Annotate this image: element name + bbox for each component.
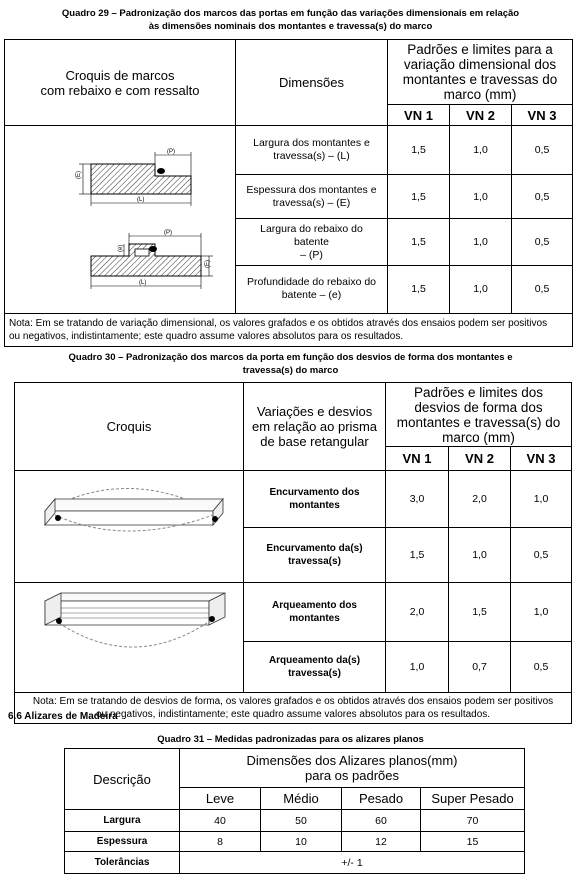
section-heading: 6.6 Alizares de Madeira: [8, 711, 118, 722]
q29-sketch2-es-label: (e): [118, 244, 124, 252]
q29-sketch1-l-label: (L): [137, 197, 145, 203]
q29-header-dimensoes: Dimensões: [236, 40, 388, 126]
q30-row4-label-line1: Arqueamento da(s): [268, 655, 361, 667]
q31-row-espessura-label: Espessura: [65, 832, 180, 852]
q31-row-largura-label: Largura: [65, 810, 180, 832]
q30-sketch-arqueamento: [15, 583, 244, 687]
q30-row2-vn3: 0,5: [511, 528, 572, 583]
q31-header-dim-line1: Dimensões dos Alizares planos(mm): [246, 753, 458, 768]
q31-header-descricao: Descrição: [65, 749, 180, 810]
q30-row1-label-line1: Encurvamento dos: [269, 487, 360, 499]
q31-caption: Quadro 31 – Medidas padronizadas para os alizares planos: [157, 734, 424, 745]
q30-row-arq-travessa-label: [244, 642, 386, 693]
q29-row-espessura-label: [236, 175, 388, 219]
q31-header-medio: Médio: [261, 788, 342, 810]
q31-espessura-medio: 10: [261, 832, 342, 852]
q29-row4-label-line1: Profundidade do rebaixo do: [246, 276, 376, 289]
q29-row4-vn1: 1,5: [388, 265, 450, 313]
q29-row2-vn2: 1,0: [450, 175, 512, 219]
q29-header-standards: [388, 40, 573, 105]
q29-header-standards-line2: variação dimensional dos: [403, 57, 557, 72]
q30-row3-vn1: 2,0: [386, 583, 449, 642]
q30-header-std-line3: montantes e travessa(s) do: [396, 414, 561, 430]
q30-header-std-line4: marco (mm): [442, 429, 515, 445]
q30-table: [14, 382, 572, 724]
q29-row2-vn3: 0,5: [512, 175, 573, 219]
q31-espessura-leve: 8: [180, 832, 261, 852]
q31-largura-super: 70: [421, 810, 525, 832]
q30-sketch-encurvamento-cell: [15, 471, 244, 583]
q31-header-pesado: Pesado: [342, 788, 421, 810]
q30-header-std-line2: desvios de forma dos: [414, 399, 543, 415]
q30-vn3-header: VN 3: [511, 447, 572, 471]
q30-sketch-encurvamento: [15, 471, 244, 577]
q30-row2-vn1: 1,5: [386, 528, 449, 583]
q30-note-line2: ou negativos, indistintamente; este quadro assume valores absolutos para os resultados.: [95, 709, 491, 720]
q29-header-croquis-line1: Croquis de marcos: [65, 67, 175, 83]
q29-vn3-header: VN 3: [512, 105, 573, 126]
q30-row4-vn1: 1,0: [386, 642, 449, 693]
q29-row3-label-line1: Largura do rebaixo do batente: [260, 222, 363, 248]
q29-note-line1: Nota: Em se tratando de variação dimensional, os valores grafados e os obtidos através dos ensaios podem ser positivos: [9, 318, 548, 329]
q30-row2-label-line2: travessa(s): [288, 556, 341, 568]
q29-caption-line2: às dimensões nominais dos montantes e travessa(s) do marco: [148, 21, 433, 32]
q30-row3-label-line2: montantes: [289, 613, 340, 625]
q30-header-variacoes: [244, 383, 386, 471]
q29-sketch1-e-label: (E): [76, 171, 82, 179]
q30-row1-label-line2: montantes: [289, 500, 340, 512]
q30-row2-label-line1: Encurvamento da(s): [266, 543, 363, 555]
q29-sketch-ressalto: [91, 230, 213, 289]
q29-row4-vn3: 0,5: [512, 265, 573, 313]
q31-row-tolerancias-label: Tolerâncias: [65, 852, 180, 874]
q29-row3-vn1: 1,5: [388, 219, 450, 265]
q30-vn2-header: VN 2: [449, 447, 511, 471]
q30-row1-vn1: 3,0: [386, 471, 449, 528]
q29-sketch2-l-label: (L): [139, 280, 147, 286]
q31-largura-medio: 50: [261, 810, 342, 832]
q29-row1-vn1: 1,5: [388, 126, 450, 175]
q30-row-encurv-montantes-label: [244, 471, 386, 528]
q29-row-rebaixo-largura-label: [236, 219, 388, 265]
q30-row3-label-line1: Arqueamento dos: [271, 600, 357, 612]
q30-header-std-line1: Padrões e limites dos: [413, 384, 544, 400]
q30-row2-vn2: 1,0: [449, 528, 511, 583]
q29-header-croquis: [5, 40, 236, 126]
q31-largura-pesado: 60: [342, 810, 421, 832]
q30-row3-vn2: 1,5: [449, 583, 511, 642]
q31-largura-leve: 40: [180, 810, 261, 832]
q31-table: [64, 748, 525, 874]
q29-sketch1-p-label: (P): [167, 149, 175, 155]
q30-row1-vn2: 2,0: [449, 471, 511, 528]
q29-note: [5, 314, 573, 347]
q30-row4-vn2: 0,7: [449, 642, 511, 693]
q30-row4-vn3: 0,5: [511, 642, 572, 693]
q30-header-var-line1: Variações e desvios: [256, 404, 373, 419]
q29-row4-vn2: 1,0: [450, 265, 512, 313]
q29-vn1-header: VN 1: [388, 105, 450, 126]
q29-header-croquis-line2: com rebaixo e com ressalto: [40, 82, 200, 98]
q30-sketch-arqueamento-cell: [15, 583, 244, 693]
q29-row1-vn2: 1,0: [450, 126, 512, 175]
q29-row-largura-label: [236, 126, 388, 175]
q29-table: [4, 39, 573, 347]
q30-header-standards: [386, 383, 572, 447]
q30-caption-line2: travessa(s) do marco: [242, 365, 339, 376]
q29-header-standards-line1: Padrões e limites para a: [407, 42, 553, 57]
q31-header-dim-line2: para os padrões: [305, 768, 399, 783]
q29-row2-vn1: 1,5: [388, 175, 450, 219]
q31-header-super-pesado: Super Pesado: [421, 788, 525, 810]
q29-row4-label-line2: batente – (e): [281, 289, 342, 302]
q29-row3-label-line2: – (P): [300, 248, 323, 261]
q29-vn2-header: VN 2: [450, 105, 512, 126]
q29-row3-vn3: 0,5: [512, 219, 573, 265]
q29-row-rebaixo-profundidade-label: [236, 265, 388, 313]
q29-sketch2-p-label: (P): [164, 230, 172, 236]
q29-sketch-cell: [5, 126, 236, 314]
q29-sketch-rebaixo: [76, 149, 191, 206]
q30-row4-label-line2: travessa(s): [288, 668, 341, 680]
q30-header-var-line3: de base retangular: [260, 434, 369, 449]
q29-note-line2: ou negativos, indistintamente; este quadro assume valores absolutos para os resultados.: [9, 331, 404, 342]
q30-header-var-line2: em relação ao prisma: [252, 419, 377, 434]
q31-header-leve: Leve: [180, 788, 261, 810]
q29-sketch-drawing: [5, 126, 236, 308]
q30-vn1-header: VN 1: [386, 447, 449, 471]
q30-row1-vn3: 1,0: [511, 471, 572, 528]
q30-caption-line1: Quadro 30 – Padronização dos marcos da porta em função dos desvios de forma dos montantes e: [68, 352, 513, 363]
q29-sketch2-e-label: (E): [205, 260, 211, 268]
q31-header-dimensoes: [180, 749, 525, 788]
q29-row2-label-line1: Espessura dos montantes e: [246, 183, 377, 196]
q31-tolerancias-value: +/- 1: [180, 852, 525, 874]
q29-row1-vn3: 0,5: [512, 126, 573, 175]
q29-caption-line1: Quadro 29 – Padronização dos marcos das portas em função das variações dimensionais em relação: [61, 8, 520, 19]
q30-row-encurv-travessa-label: [244, 528, 386, 583]
q29-row1-label-line2: travessa(s) – (L): [273, 150, 350, 163]
q31-espessura-pesado: 12: [342, 832, 421, 852]
q30-row-arq-montantes-label: [244, 583, 386, 642]
q29-row2-label-line2: travessa(s) – (E): [272, 196, 351, 209]
q31-espessura-super: 15: [421, 832, 525, 852]
q30-note-line1: Nota: Em se tratando de desvios de forma, os valores grafados e os obtidos através dos ensaios podem ser positivos: [32, 696, 554, 707]
q29-header-standards-line3: montantes e travessas do: [402, 72, 558, 87]
q29-header-standards-line4: marco (mm): [443, 87, 517, 102]
q29-row3-vn2: 1,0: [450, 219, 512, 265]
q30-row3-vn3: 1,0: [511, 583, 572, 642]
q29-row1-label-line1: Largura dos montantes e: [253, 137, 370, 150]
q30-header-croquis: Croquis: [15, 383, 244, 471]
